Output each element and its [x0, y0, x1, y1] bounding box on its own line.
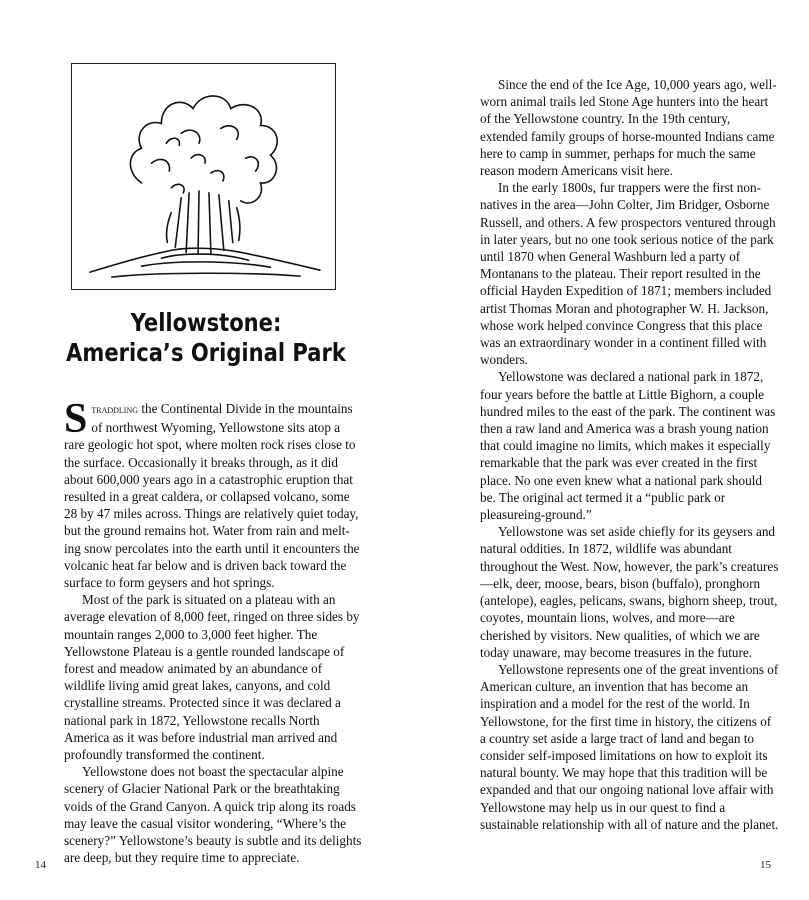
paragraph: Yellowstone was declared a national park in 1872, four years before the battle at Little Bighorn, a couple hundred miles to the east of the park. The continent was then a raw land and America was a brash young nation that could imagine no limits, which makes it especially remarkable that the park was ever created in the first place. No one even knew what a national park should be. The original act termed it a “public park or pleasureing-ground.” — [480, 369, 776, 523]
left-column — [64, 396, 362, 866]
page-title — [63, 308, 349, 368]
paragraph: Yellowstone represents one of the great inventions of American culture, an invention that has become an inspiration and a model for the rest of the world. In Yellowstone, for the first time in history, the citizens of a country set aside a large tract of land and began to consider self-imposed limitations on how to exploit its natural bounty. We may hope that this tradition will be expanded and that our ongoing national love affair with Yellowstone may help us in our quest to find a sustainable relationship with all of nature and the planet. — [480, 661, 779, 832]
paragraph: In the early 1800s, fur trappers were the first nonnatives in the area—John Colter, Jim Bridger, Osborne Russell, and others. A few prospectors ventured through in later years, but no one took serious notice of the park until 1870 when General Washburn led a party of Montanans to the plateau. Their report resulted in the official Hayden Expedition of 1871; members included artist Thomas Moran and photographer W. H. Jackson, whose work helped convince Congress that this place was an extraordinary wonder in a continent filled with wonders. — [480, 180, 776, 368]
paragraph: Yellowstone was set aside chiefly for its geysers and natural oddities. In 1872, wildlife was abundant throughout the West. Now, however, the park’s creatures—elk, deer, moose, bears, bison (buffalo), pronghorn (antelope), eagles, pelicans, swans, bighorn sheep, trout, coyotes, mountain lions, wolves, and more—are cherished by visitors. New qualities, of which we are today unaware, may become treasures in the future. — [480, 524, 779, 660]
title-line-2: America’s Original Park — [66, 338, 346, 367]
geyser-eruption-drawing-icon — [72, 64, 335, 289]
page-number-left: 14 — [35, 859, 46, 871]
paragraph: Since the end of the Ice Age, 10,000 years ago, well-worn animal trails led Stone Age hunters into the heart of the Yellowstone country. In the 19th century, extended family groups of horse-mounted Indians came here to camp in summer, perhaps for much the same reason modern Americans visit here. — [480, 77, 777, 179]
paragraph: Most of the park is situated on a plateau with an average elevation of 8,000 feet, ringed on three sides by mountain ranges 2,000 to 3,000 feet higher. The Yellowstone Plateau is a gentle rounded landscape of forest and meadow animated by an abundance of wildlife living amid great lakes, canyons, and cold crystalline streams. Protected since it was declared a national park in 1872, Yellowstone recalls North America as it was before industrial man arrived and profoundly transformed the continent. — [64, 592, 360, 763]
paragraph-text: the Continental Divide in the mountains of northwest Wyoming, Yellowstone sits atop a rare geologic hot spot, where molten rock rises close to the surface. Occasionally it breaks through, as it did about 600,000 years ago in a catastrophic eruption that resulted in a great caldera, or collapsed volcano, some 28 by 47 miles across. Things are relatively quiet today, but the ground remains hot. Water from rain and melting snow percolates into the earth until it encounters the volcanic heat far below and is driven back toward the surface to form geysers and hot springs. — [64, 401, 360, 591]
right-column — [480, 76, 779, 833]
page-number-right: 15 — [760, 859, 771, 871]
paragraph: Yellowstone does not boast the spectacular alpine scenery of Glacier National Park or the breathtaking voids of the Grand Canyon. A quick trip along its roads may leave the casual visitor wondering, “Where’s the scenery?” Yellowstone’s beauty is subtle and its delights are deep, but they require time to appreciate. — [64, 764, 362, 866]
drop-cap: S — [64, 396, 88, 442]
small-caps-lead: traddling — [91, 404, 139, 416]
paragraph — [64, 396, 362, 591]
title-line-1: Yellowstone: — [130, 308, 282, 337]
geyser-illustration — [71, 63, 336, 290]
